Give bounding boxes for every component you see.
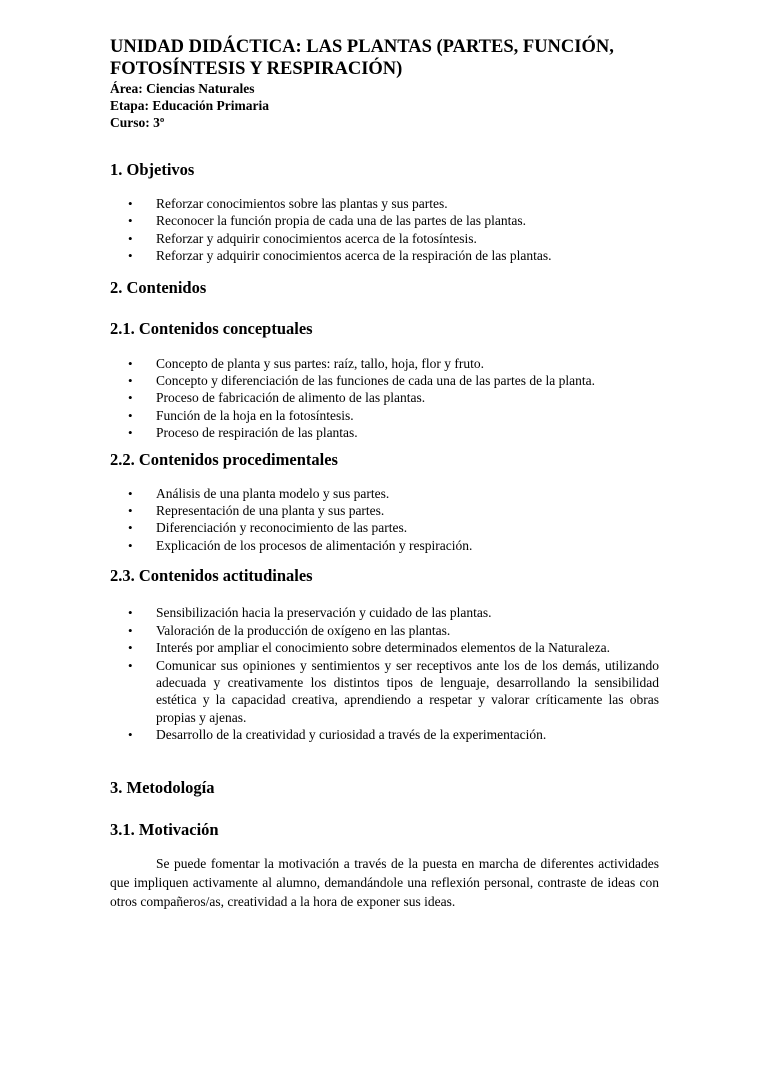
list-item: • Proceso de fabricación de alimento de las plantas. [110,389,659,406]
motivacion-paragraph: Se puede fomentar la motivación a través de la puesta en marcha de diferentes actividades que impliquen activamente al alumno, demandándole una reflexión personal, contraste de ideas con otros compañeros/as, creatividad a la hora de exponer sus ideas. [110,855,659,909]
list-item: • Reforzar y adquirir conocimientos acerca de la fotosíntesis. [110,230,659,247]
document-title: UNIDAD DIDÁCTICA: LAS PLANTAS (PARTES, FUNCIÓN, FOTOSÍNTESIS Y RESPIRACIÓN) [110,37,614,79]
procedimentales-list [110,485,659,555]
list-item: • Concepto y diferenciación de las funciones de cada una de las partes de la planta. [110,372,659,389]
heading-metodologia: 3. Metodología [110,777,215,797]
actitudinales-list [110,604,659,743]
heading-contenidos: 2. Contenidos [110,277,207,297]
list-item: • Reforzar y adquirir conocimientos acerca de la respiración de las plantas. [110,247,659,264]
heading-objetivos: 1. Objetivos [110,160,195,179]
area-line: Área: Ciencias Naturales [110,81,255,96]
conceptuales-list [110,355,659,442]
list-item: • Comunicar sus opiniones y sentimientos y ser receptivos ante los de los demás, utilizando adecuada y creativamente los distintos tipos de lenguaje, desarrollando la sensibilidad estética y la capacidad creativa, aprendiendo a respetar y valorar críticamente las obras propias y ajenas. [110,657,659,727]
document-page [110,36,659,911]
curso-line: Curso: 3º [110,115,165,130]
list-item: • Desarrollo de la creatividad y curiosidad a través de la experimentación. [110,726,659,743]
list-item: • Diferenciación y reconocimiento de las partes. [110,519,659,536]
list-item: • Interés por ampliar el conocimiento sobre determinados elementos de la Naturaleza. [110,639,659,656]
heading-contenidos-procedimentales: 2.2. Contenidos procedimentales [110,449,338,469]
list-item: • Reconocer la función propia de cada una de las partes de las plantas. [110,212,659,229]
list-item: • Proceso de respiración de las plantas. [110,424,659,441]
heading-contenidos-actitudinales: 2.3. Contenidos actitudinales [110,566,313,586]
etapa-line: Etapa: Educación Primaria [110,98,269,113]
list-item: • Explicación de los procesos de alimentación y respiración. [110,537,659,554]
objetivos-list [110,195,659,265]
list-item: • Representación de una planta y sus partes. [110,502,659,519]
list-item: • Sensibilización hacia la preservación y cuidado de las plantas. [110,604,659,621]
list-item: • Función de la hoja en la fotosíntesis. [110,407,659,424]
list-item: • Análisis de una planta modelo y sus partes. [110,485,659,502]
list-item: • Concepto de planta y sus partes: raíz, tallo, hoja, flor y fruto. [110,355,659,372]
heading-motivacion: 3.1. Motivación [110,819,219,839]
list-item: • Valoración de la producción de oxígeno en las plantas. [110,622,659,639]
list-item: • Reforzar conocimientos sobre las plantas y sus partes. [110,195,659,212]
heading-contenidos-conceptuales: 2.1. Contenidos conceptuales [110,318,313,338]
